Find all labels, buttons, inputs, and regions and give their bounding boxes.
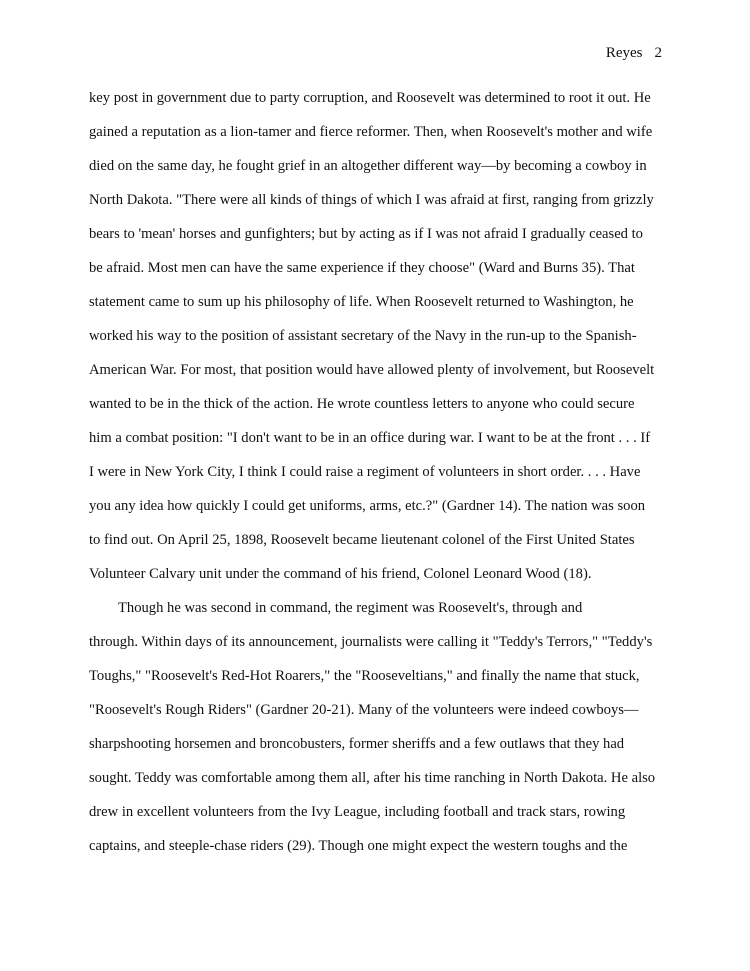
page-number: 2: [654, 45, 662, 61]
text-line: Volunteer Calvary unit under the command of his friend, Colonel Leonard Wood (18).: [89, 566, 592, 582]
text-line: drew in excellent volunteers from the Ivy League, including football and track stars, rowing: [89, 804, 626, 820]
text-line: through. Within days of its announcement, journalists were calling it "Teddy's Terrors," "Teddy's: [89, 634, 653, 650]
text-line: worked his way to the position of assistant secretary of the Navy in the run-up to the Spanish-: [89, 328, 637, 344]
text-line: to find out. On April 25, 1898, Roosevelt became lieutenant colonel of the First United States: [89, 532, 635, 548]
text-line: "Roosevelt's Rough Riders" (Gardner 20-21). Many of the volunteers were indeed cowboys—: [89, 702, 639, 718]
body-text: [89, 88, 664, 870]
text-line: key post in government due to party corruption, and Roosevelt was determined to root it out. He: [89, 90, 651, 106]
text-line: Toughs," "Roosevelt's Red-Hot Roarers," the "Rooseveltians," and finally the name that stuck,: [89, 668, 640, 684]
text-line: wanted to be in the thick of the action. He wrote countless letters to anyone who could secure: [89, 396, 635, 412]
text-line: sharpshooting horsemen and broncobusters, former sheriffs and a few outlaws that they had: [89, 736, 625, 752]
text-line: bears to 'mean' horses and gunfighters; but by acting as if I was not afraid I gradually ceased to: [89, 226, 643, 242]
text-line: statement came to sum up his philosophy of life. When Roosevelt returned to Washington, he: [89, 294, 634, 310]
text-line: you any idea how quickly I could get uniforms, arms, etc.?" (Gardner 14). The nation was soon: [89, 498, 646, 514]
text-line: sought. Teddy was comfortable among them all, after his time ranching in North Dakota. He also: [89, 770, 656, 786]
text-line: American War. For most, that position would have allowed plenty of involvement, but Roosevelt: [89, 362, 655, 378]
text-line: North Dakota. "There were all kinds of things of which I was afraid at first, ranging from grizzly: [89, 192, 654, 208]
text-line: be afraid. Most men can have the same experience if they choose" (Ward and Burns 35). That: [89, 260, 635, 276]
text-line: died on the same day, he fought grief in an altogether different way—by becoming a cowboy in: [89, 158, 647, 174]
running-header: [606, 44, 662, 62]
text-line: captains, and steeple-chase riders (29). Though one might expect the western toughs and the: [89, 838, 628, 854]
author-surname: Reyes: [605, 45, 643, 61]
text-line: I were in New York City, I think I could raise a regiment of volunteers in short order. . . . Have: [89, 464, 641, 480]
text-line: gained a reputation as a lion-tamer and fierce reformer. Then, when Roosevelt's mother and wife: [89, 124, 653, 140]
text-line: him a combat position: "I don't want to be in an office during war. I want to be at the front . . . If: [89, 430, 651, 446]
paragraph-first-line: Though he was second in command, the regiment was Roosevelt's, through and: [118, 600, 583, 616]
